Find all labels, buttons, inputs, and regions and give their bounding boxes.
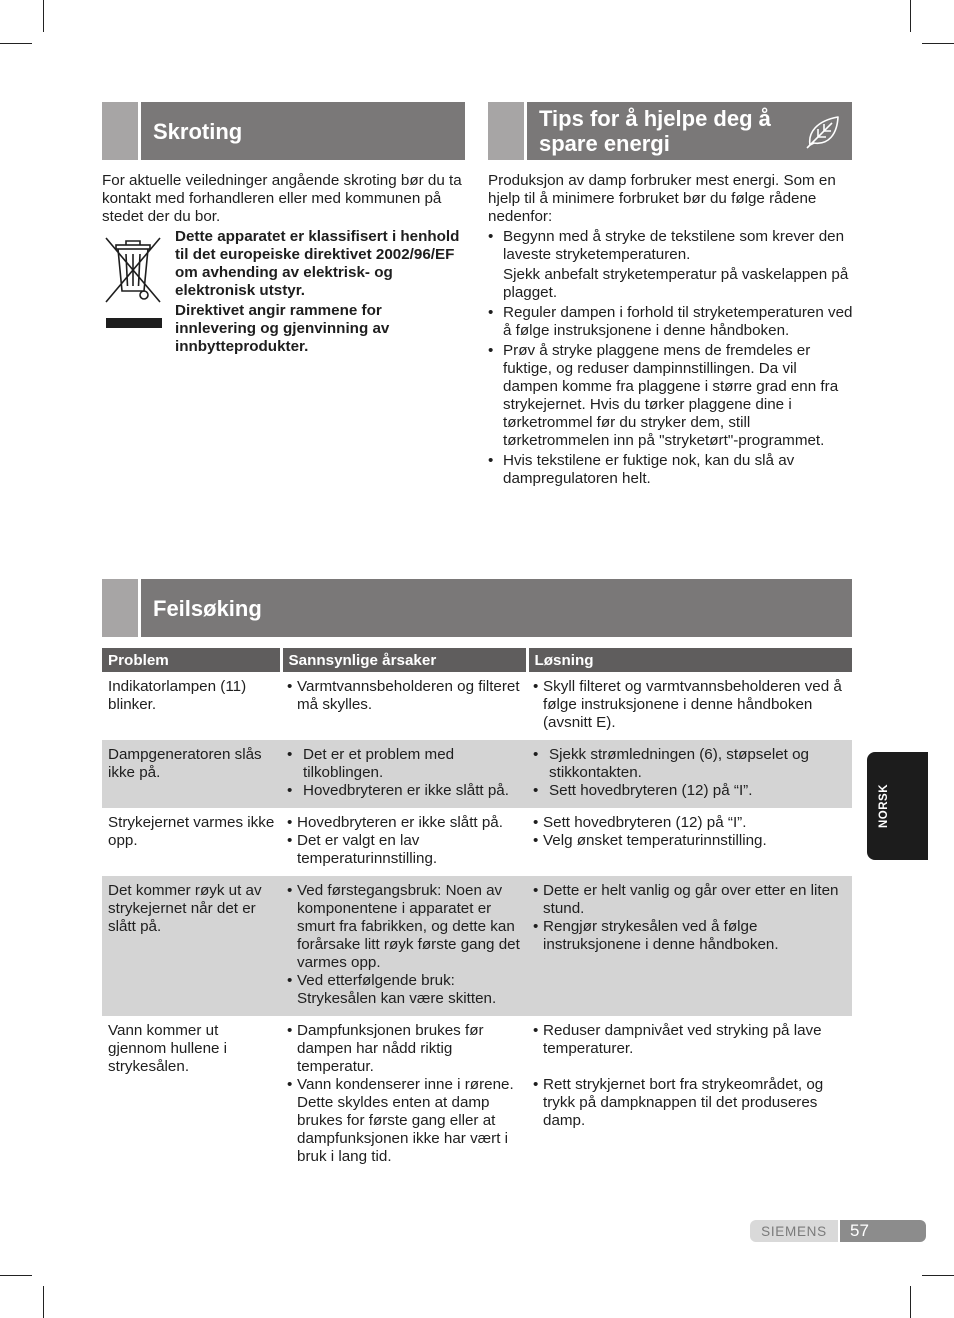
causes-cell [281,1016,527,1174]
list-item: • Sjekk strømledningen (6), støpselet og stikkontakten. [533,746,809,781]
table-row [102,876,852,1016]
page-footer [750,1220,926,1242]
table-row [102,740,852,808]
list-item: • Ved førstegangsbruk: Noen av komponentene i apparatet er smurt fra fabrikken, og dette kan forårsake litt røyk første gang det varmes opp. [287,882,520,971]
list-item: • Vann kondenserer inne i rørene. Dette skyldes enten at damp brukes for første gang eller at dampfunksjonen ikke har vært i bruk i lang tid. [287,1076,514,1165]
list-item: • Hvis tekstilene er fuktige nok, kan du slå av dampregulatoren helt. [488,452,795,487]
problem-cell: Indikatorlampen (11) blinker. [108,678,247,713]
tips-content [488,172,854,488]
solution-cell [527,672,852,740]
list-item: • Hovedbryteren er ikke slått på. [287,814,503,831]
table-row [102,672,852,740]
list-item: • Ved etterfølgende bruk: Strykesålen kan være skitten. [287,972,497,1007]
bullet: • [488,228,494,245]
section-title [527,102,804,160]
list-item: • Reguler dampen i forhold til stryketemperaturen ved å følge instruksjonene i denne håndboken. [488,304,853,339]
causes-cell [281,672,527,740]
list-item: • Sett hovedbryteren (12) på “I”. [533,814,747,831]
column-header-solution: Løsning [527,648,852,672]
header-tab [102,102,141,160]
weee-icon [102,232,168,333]
problem-cell: Vann kommer ut gjennom hullene i strykesålen. [108,1022,228,1075]
list-item: • Varmtvannsbeholderen og filteret må skylles. [287,678,520,713]
solution-cell [527,740,852,808]
table-row [102,808,852,876]
feilsoking-header [102,579,852,637]
column-header-problem: Problem [102,648,281,672]
problem-cell: Strykejernet varmes ikke opp. [108,814,275,849]
causes-cell [281,808,527,876]
bullet: • [488,452,494,469]
crop-mark [0,1275,32,1276]
section-title: Feilsøking [153,595,262,621]
bullet: • [488,304,494,321]
table-row [102,1016,852,1174]
solution-cell [527,808,852,876]
list-item: • Rengjør strykesålen ved å følge instruksjonene i denne håndboken. [533,918,779,953]
tips-list [488,228,854,488]
crop-mark [43,1286,44,1318]
solution-cell [527,1016,852,1174]
brand-label: SIEMENS [750,1220,838,1242]
section-title: Skroting [153,118,243,144]
table-header-row [102,648,852,672]
crop-mark [910,0,911,32]
list-item: • Dette er helt vanlig og går over etter en liten stund. [533,882,839,917]
language-label: NORSK [878,783,890,829]
weee-notice: Dette apparatet er klassifisert i henhold til det europeiske direktivet 2002/96/EF om avhending av elektrisk- og elektronisk utstyr. Direktivet angir rammene for innlevering og gjenvinning av innbytteprodukter. [175,228,460,355]
language-tab [867,752,928,860]
list-item: • Reduser dampnivået ved stryking på lave temperaturer. [533,1022,822,1057]
list-item: • Sett hovedbryteren (12) på “I”. [533,782,753,799]
list-item: • Rett strykjernet bort fra strykeområdet, og trykk på dampknappen til det produseres damp. [533,1076,824,1129]
list-item: • Prøv å stryke plaggene mens de fremdeles er fuktige, og reduser dampinnstillingen. Da vil dampen komme fra plaggene i større grad enn fra strykejernet. Hvis du tørker plaggene dine i tørketrommel før du stryker dem, still tørketrommelen inn på "stryketørt"-programmet. [488,342,839,449]
list-item: • Velg ønsket temperaturinnstilling. [533,832,767,849]
page-number: 57 [840,1220,926,1242]
crop-mark [43,0,44,32]
list-item: • Hovedbryteren er ikke slått på. [287,782,509,799]
problem-cell: Det kommer røyk ut av strykejernet når det er slått på. [102,876,281,1016]
list-item: • Det er et problem med tilkoblingen. [287,746,455,781]
list-item: • Det er valgt en lav temperaturinnstilling. [287,832,438,867]
causes-cell [281,876,527,1016]
title-line: spare energi [539,131,670,156]
header-tab [488,102,527,160]
causes-cell [281,740,527,808]
bullet: • [488,342,494,359]
leaf-icon [804,111,844,151]
crop-mark [0,43,32,44]
crop-mark [922,43,954,44]
tips-intro: Produksjon av damp forbruker mest energi. Som en hjelp til å minimere forbruket bør du følge rådene nedenfor: [488,172,836,225]
list-item: • Dampfunksjonen brukes før dampen har nådd riktig temperatur. [287,1022,484,1075]
problem-cell: Dampgeneratoren slås ikke på. [102,740,281,808]
crop-mark [910,1286,911,1318]
skroting-header [102,102,465,160]
column-header-causes: Sannsynlige årsaker [281,648,527,672]
skroting-intro: For aktuelle veiledninger angående skroting bør du ta kontakt med forhandleren eller med kommunen på stedet der du bor. [102,172,462,225]
list-item: • Begynn med å stryke de tekstilene som krever den laveste stryketemperaturen. Sjekk anbefalt stryketemperatur på vaskelappen på plagget. [488,228,849,301]
title-line: Tips for å hjelpe deg å [539,106,771,131]
tips-header [488,102,852,160]
header-tab [102,579,141,637]
troubleshooting-table [102,648,852,1174]
crop-mark [922,1275,954,1276]
solution-cell [527,876,852,1016]
list-item: • Skyll filteret og varmtvannsbeholderen ved å følge instruksjonene i denne håndboken (avsnitt E). [533,678,842,731]
